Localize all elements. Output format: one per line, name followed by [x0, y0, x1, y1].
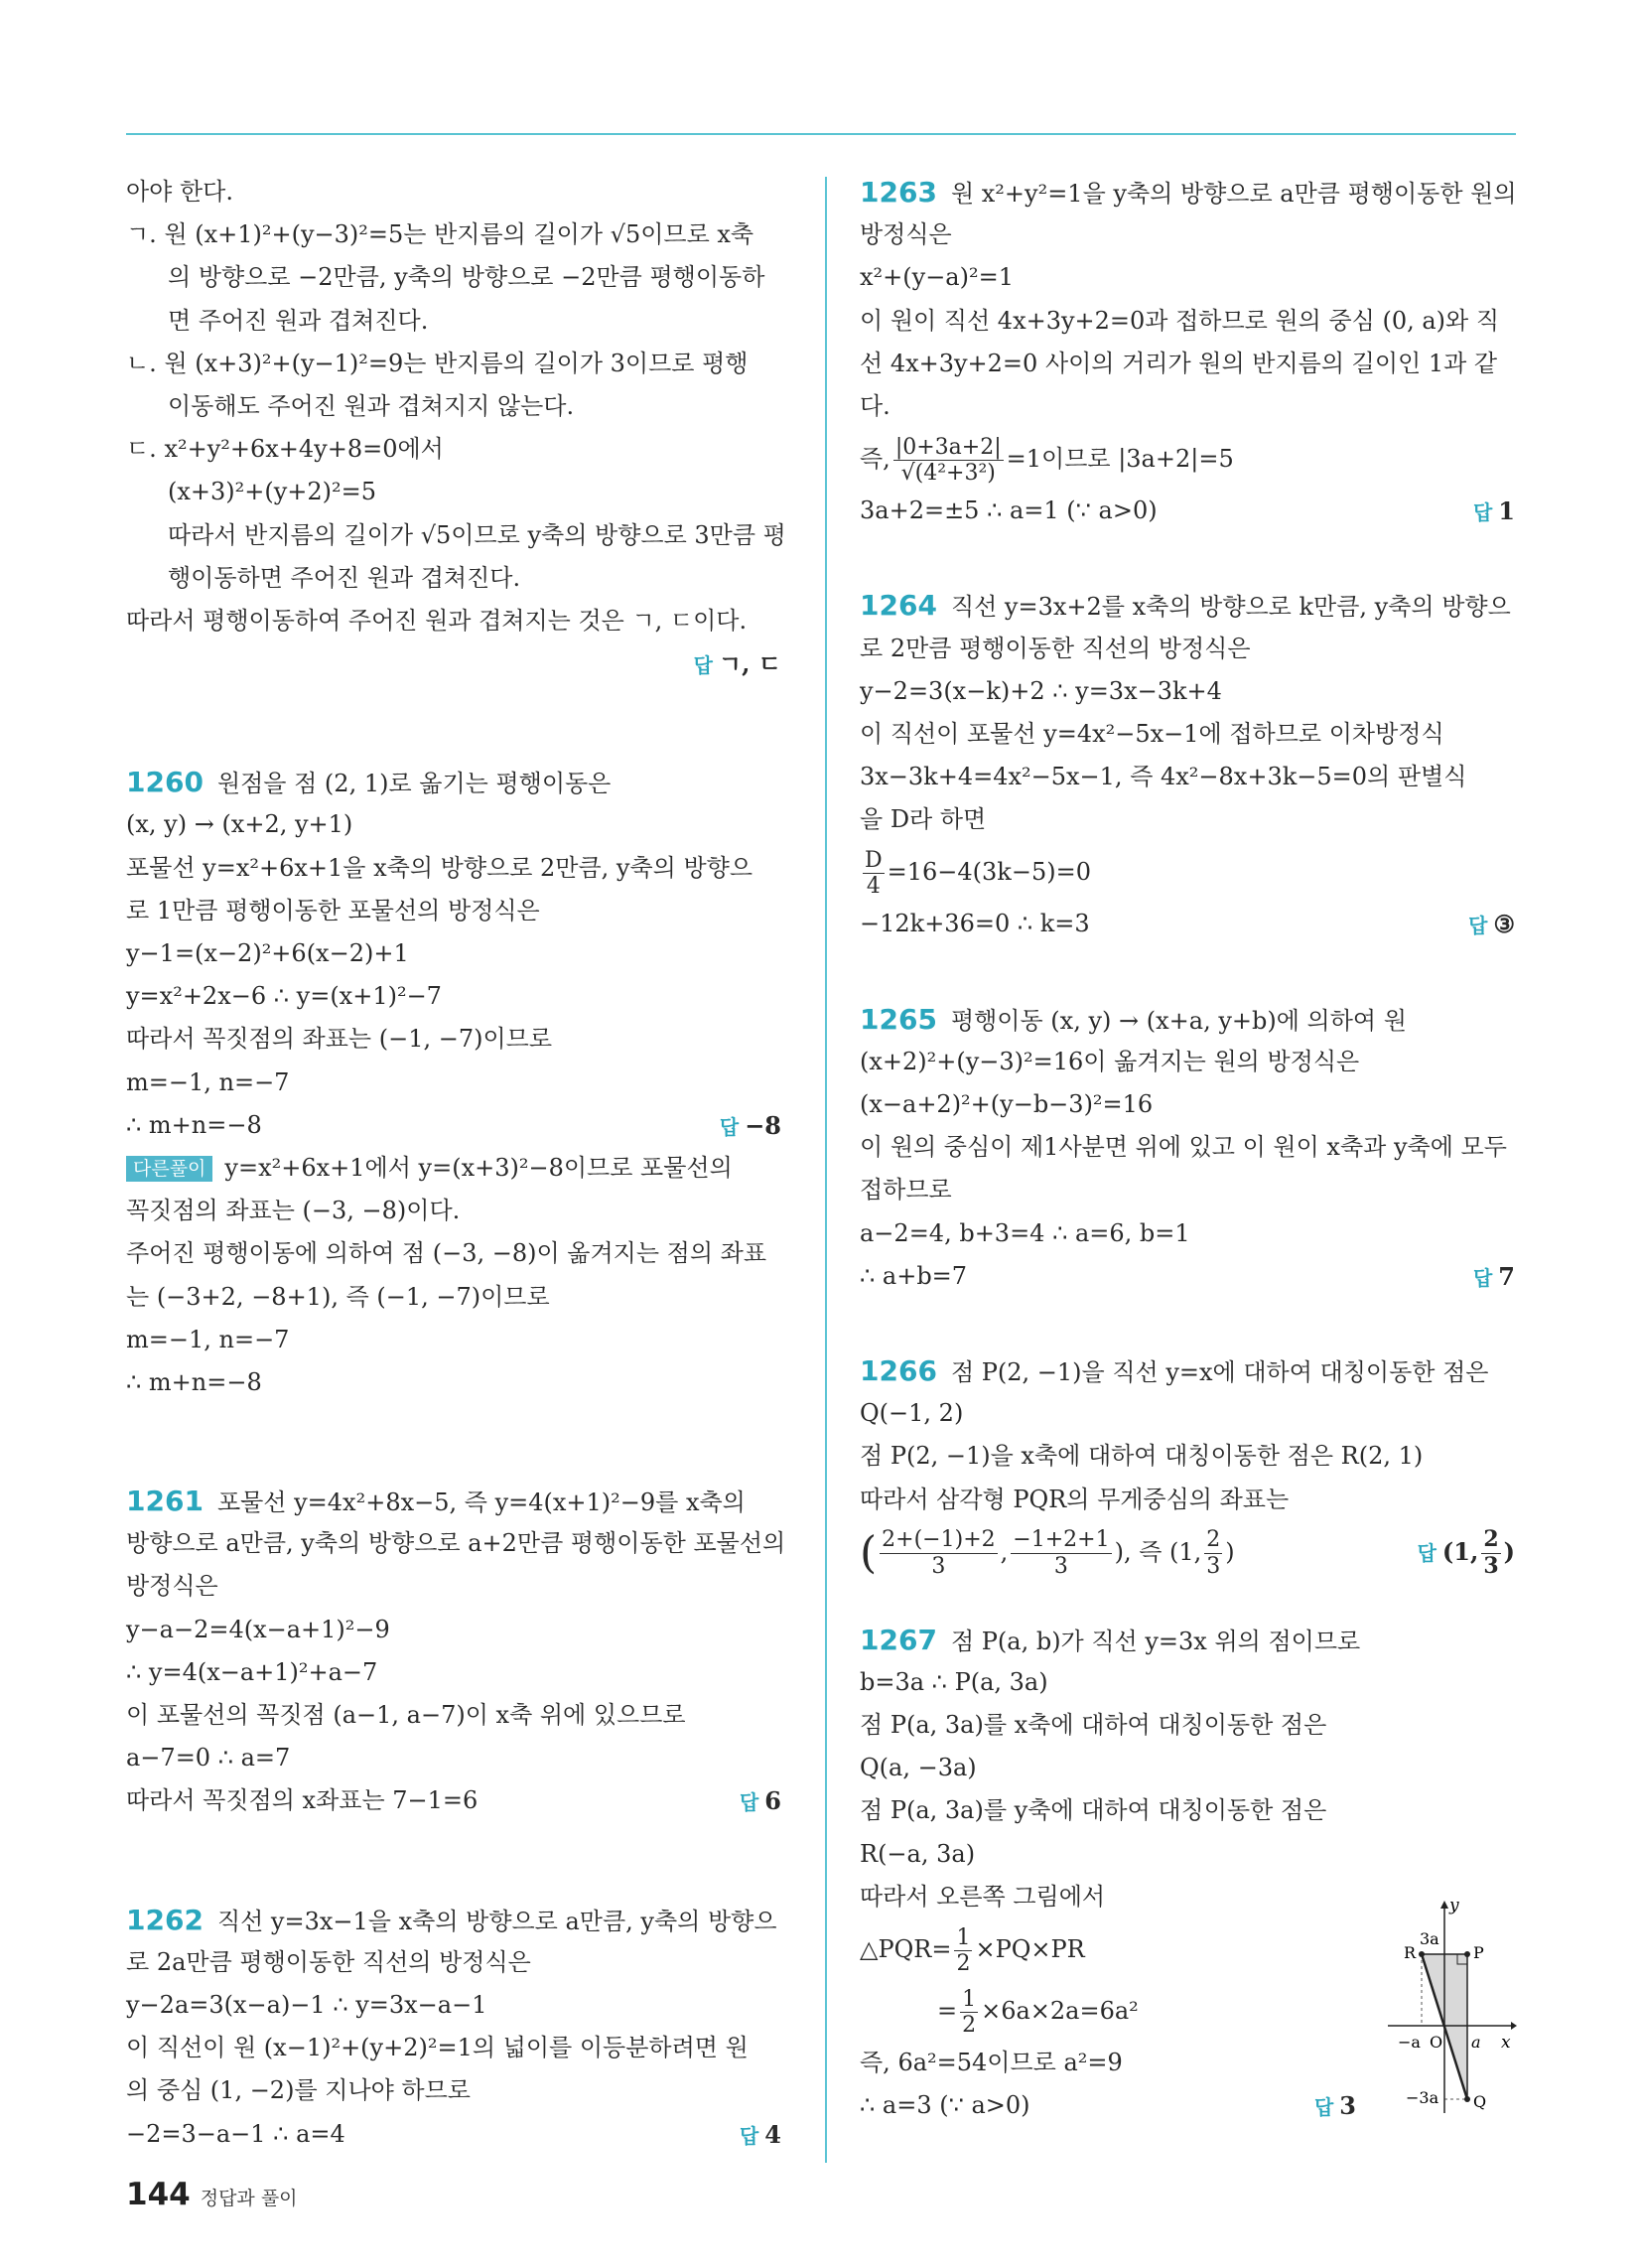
p1263-line5: 선 4x+3y+2=0 사이의 거리가 원의 반지름의 길이인 1과 같	[860, 349, 1498, 377]
conclusion-line: 따라서 평행이동하여 주어진 원과 겹쳐지는 것은 ㄱ, ㄷ이다.	[126, 606, 748, 635]
p1265-line3: (x−a+2)²+(y−b−3)²=16	[860, 1090, 1154, 1118]
p1264-result: −12k+36=0 ∴ k=3	[860, 910, 1090, 938]
problem-text: 원점을 점 (2, 1)로 옮기는 평행이동은	[216, 770, 612, 798]
fraction-denominator: 3	[1483, 1552, 1499, 1579]
problem-text: 직선 y=3x−1을 x축의 방향으로 a만큼, y축의 방향으	[216, 1907, 777, 1935]
fraction-numerator: 2+(−1)+2	[882, 1527, 996, 1553]
answer-1259	[694, 642, 781, 687]
answer-1263	[1473, 490, 1515, 534]
x-axis-arrow	[1511, 2022, 1517, 2030]
p1267-line10: 즉, 6a²=54이므로 a²=9	[860, 2049, 1123, 2076]
point-q	[1464, 2096, 1470, 2102]
p1262-line3: y−2a=3(x−a)−1 ∴ y=3x−a−1	[126, 1990, 487, 2019]
answer-value: ㄱ, ㄷ	[718, 649, 781, 679]
problem-1263-head	[860, 171, 1515, 213]
p1261-line8	[126, 1779, 781, 1822]
p1267-line11	[860, 2084, 1356, 2127]
p1264-line5: 3x−3k+4=4x²−5x−1, 즉 4x²−8x+3k−5=0의 판별식	[860, 763, 1467, 791]
distance-fraction	[893, 435, 1004, 487]
p1264-line3: y−2=3(x−k)+2 ∴ y=3x−3k+4	[860, 676, 1222, 705]
answer-1261	[740, 1779, 781, 1824]
p1267-line5: 점 P(a, 3a)를 y축에 대하여 대칭이동한 점은	[860, 1796, 1327, 1825]
p1260-line4: 로 1만큼 평행이동한 포물선의 방정식은	[126, 896, 540, 924]
p1266-line4: 따라서 삼각형 PQR의 무게중심의 좌표는	[860, 1485, 1290, 1513]
label-minus-a: −a	[1398, 2033, 1421, 2052]
problem-text: 점 P(a, b)가 직선 y=3x 위의 점이므로	[950, 1627, 1361, 1655]
left-column	[126, 171, 786, 2158]
answer-value: 7	[1498, 1261, 1515, 1291]
problem-number: 1263	[860, 176, 937, 209]
y-axis-label: y	[1449, 1896, 1459, 1915]
label-a: a	[1471, 2033, 1481, 2052]
problem-1261-head	[126, 1480, 781, 1522]
header-rule	[126, 133, 1516, 135]
p1262-line2: 로 2a만큼 평행이동한 직선의 방정식은	[126, 1947, 531, 1976]
item-a-line3: 면 주어진 원과 겹쳐진다.	[168, 306, 429, 335]
centroid-x-fraction	[880, 1527, 997, 1579]
p1261-line5: ∴ y=4(x−a+1)²+a−7	[126, 1657, 378, 1686]
triangle-figure	[1378, 1895, 1517, 2113]
label-3a: 3a	[1420, 1929, 1439, 1948]
p1266-line3: 점 P(2, −1)을 x축에 대하여 대칭이동한 점은 R(2, 1)	[860, 1442, 1424, 1471]
p1265-line6: a−2=4, b+3=4 ∴ a=6, b=1	[860, 1218, 1190, 1247]
area2-suffix: ×6a×2a=6a²	[981, 1997, 1139, 2025]
area-suffix: ×PQ×PR	[975, 1935, 1085, 1963]
item-c-line2: (x+3)²+(y+2)²=5	[168, 478, 377, 506]
p1260-alt3: 주어진 평행이동에 의하여 점 (−3, −8)이 옮겨지는 점의 좌표	[126, 1239, 767, 1268]
p1261-line6: 이 포물선의 꼭짓점 (a−1, a−7)이 x축 위에 있으므로	[126, 1701, 686, 1729]
answer-label: 답	[1417, 1540, 1437, 1565]
right-column	[860, 171, 1515, 2129]
footer-title: 정답과 풀이	[200, 2188, 298, 2209]
fraction-denominator: 3	[1053, 1553, 1068, 1579]
item-a-line1: ㄱ. 원 (x+1)²+(y−3)²=5는 반지름의 길이가 √5이므로 x축	[126, 220, 754, 249]
p1265-line7	[860, 1255, 1515, 1298]
p1260-line2: (x, y) → (x+2, y+1)	[126, 810, 353, 839]
answer-1259-row	[126, 642, 781, 685]
answer-1264	[1468, 903, 1515, 947]
intro-line: 아야 한다.	[126, 178, 233, 206]
p1267-line7: 따라서 오른쪽 그림에서	[860, 1882, 1106, 1911]
label-p: P	[1473, 1943, 1484, 1962]
problem-1262-head	[126, 1899, 781, 1941]
label-q: Q	[1473, 2092, 1487, 2111]
p1267-line3: 점 P(a, 3a)를 x축에 대하여 대칭이동한 점은	[860, 1711, 1327, 1740]
p1263-prefix: 즉,	[860, 445, 890, 474]
problem-1264-head	[860, 584, 1515, 627]
item-a-line2: 의 방향으로 −2만큼, y축의 방향으로 −2만큼 평행이동하	[168, 263, 765, 292]
p1265-result: ∴ a+b=7	[860, 1261, 968, 1290]
fraction-numerator: 1	[956, 1924, 971, 1950]
problem-text: 포물선 y=4x²+8x−5, 즉 y=4(x+1)²−9를 x축의	[216, 1488, 746, 1517]
problem-1267-head	[860, 1619, 1515, 1661]
x-axis-label: x	[1501, 2033, 1511, 2053]
answer-1267	[1314, 2084, 1356, 2129]
p1265-line5: 접하므로	[860, 1176, 952, 1205]
problem-text: 직선 y=3x+2를 x축의 방향으로 k만큼, y축의 방향으	[950, 593, 1511, 622]
p1265-line2: (x+2)²+(y−3)²=16이 옮겨지는 원의 방정식은	[860, 1047, 1360, 1075]
p1263-line8	[860, 490, 1515, 532]
problem-number: 1264	[860, 589, 937, 623]
column-divider	[825, 177, 827, 2163]
problem-1265-head	[860, 998, 1515, 1041]
area-prefix: △PQR=	[860, 1935, 952, 1963]
answer-fraction	[1481, 1527, 1500, 1579]
answer-value: −8	[745, 1110, 781, 1140]
alt-solution-badge: 다른풀이	[126, 1156, 212, 1182]
p1260-result: ∴ m+n=−8	[126, 1110, 262, 1139]
p1264-suffix: =16−4(3k−5)=0	[887, 858, 1091, 887]
fraction-numerator: D	[865, 848, 883, 874]
p1265-line4: 이 원의 중심이 제1사분면 위에 있고 이 원이 x축과 y축에 모두	[860, 1133, 1507, 1162]
label-origin: O	[1430, 2033, 1443, 2052]
half-fraction	[954, 1925, 972, 1977]
answer-label: 답	[739, 2123, 759, 2148]
p1263-line4: 이 원이 직선 4x+3y+2=0과 접하므로 원의 중심 (0, a)와 직	[860, 306, 1500, 335]
item-c-line3: 따라서 반지름의 길이가 √5이므로 y축의 방향으로 3만큼 평	[168, 520, 786, 549]
p1266-centroid-line: ( $\frac{2+(-1)+2}{3}$ , $\frac{-1+2+1}{3}$ ), 즉 (1, $\frac{2}{3}$ ) 답 (1, $\frac{2}{3}$ )	[860, 1521, 1515, 1583]
answer-value: ③	[1493, 910, 1515, 939]
p1264-line4: 이 직선이 포물선 y=4x²−5x−1에 접하므로 이차방정식	[860, 719, 1444, 748]
problem-number: 1262	[126, 1903, 204, 1936]
point-p	[1464, 1951, 1470, 1957]
fraction-numerator: |0+3a+2|	[894, 434, 1002, 460]
answer-value: 1	[1498, 496, 1515, 526]
p1260-alt6: ∴ m+n=−8	[126, 1367, 262, 1396]
p1260-alt4: 는 (−3+2, −8+1), 즉 (−1, −7)이므로	[126, 1282, 550, 1311]
problem-number: 1267	[860, 1623, 937, 1656]
centroid-y-fraction	[1011, 1527, 1111, 1579]
fraction-denominator: 4	[866, 874, 881, 900]
p1262-result: −2=3−a−1 ∴ a=4	[126, 2119, 345, 2148]
answer-label: 답	[739, 1790, 759, 1815]
p1261-line3: 방정식은	[126, 1572, 218, 1601]
p1264-line2: 로 2만큼 평행이동한 직선의 방정식은	[860, 634, 1251, 662]
p1261-line2: 방향으로 a만큼, y축의 방향으로 a+2만큼 평행이동한 포물선의	[126, 1529, 786, 1558]
p1263-line6: 다.	[860, 391, 890, 420]
p1260-line6: y=x²+2x−6 ∴ y=(x+1)²−7	[126, 982, 442, 1011]
p1260-alt5: m=−1, n=−7	[126, 1325, 290, 1353]
problem-text: 점 P(2, −1)을 직선 y=x에 대하여 대칭이동한 점은	[950, 1357, 1489, 1386]
p1263-line7	[860, 428, 1515, 490]
fraction-numerator: 2	[1483, 1526, 1499, 1553]
problem-number: 1266	[860, 1353, 937, 1387]
alt-text: y=x²+6x+1에서 y=(x+3)²−8이므로 포물선의	[224, 1153, 733, 1182]
problem-text: 원 x²+y²=1을 y축의 방향으로 a만큼 평행이동한 원의	[950, 180, 1517, 208]
fraction-denominator: 2	[956, 1951, 971, 1976]
p1260-line3: 포물선 y=x²+6x+1을 x축의 방향으로 2만큼, y축의 방향으	[126, 853, 753, 882]
problem-1266-head	[860, 1349, 1515, 1392]
point-r	[1419, 1951, 1425, 1957]
p1267-result: ∴ a=3 (∵ a>0)	[860, 2091, 1030, 2120]
fraction-numerator: 1	[962, 1986, 977, 2012]
fraction-denominator: √(4²+3²)	[900, 461, 996, 487]
p1263-line3: x²+(y−a)²=1	[860, 263, 1014, 292]
answer-1265	[1473, 1255, 1515, 1300]
p1262-line4: 이 직선이 원 (x−1)²+(y+2)²=1의 넓이를 이등분하려면 원	[126, 2034, 749, 2062]
fraction-denominator: 3	[931, 1553, 946, 1579]
p1260-alt1	[126, 1147, 781, 1190]
answer-1262	[740, 2113, 781, 2158]
answer-label: 답	[1468, 914, 1488, 938]
p1260-alt2: 꼭짓점의 좌표는 (−3, −8)이다.	[126, 1197, 461, 1225]
centroid-result-fraction	[1204, 1527, 1222, 1579]
problem-text: 평행이동 (x, y) → (x+a, y+b)에 의하여 원	[950, 1006, 1407, 1035]
fraction-numerator: 2	[1206, 1527, 1221, 1553]
p1267-line2: b=3a ∴ P(a, 3a)	[860, 1667, 1048, 1696]
p1263-line2: 방정식은	[860, 220, 952, 249]
p1264-line7	[860, 841, 1515, 903]
label-minus-3a: −3a	[1406, 2088, 1439, 2107]
answer-value: 3	[1339, 2091, 1356, 2121]
p1261-line4: y−a−2=4(x−a+1)²−9	[126, 1615, 390, 1643]
answer-1260	[720, 1104, 781, 1149]
p1264-line8	[860, 903, 1515, 945]
half-fraction	[960, 1987, 978, 2039]
problem-number: 1260	[126, 766, 204, 799]
answer-value: 6	[764, 1786, 781, 1816]
item-b-line1: ㄴ. 원 (x+3)²+(y−1)²=9는 반지름의 길이가 3이므로 평행	[126, 349, 749, 377]
page-number: 144	[126, 2177, 191, 2212]
answer-label: 답	[719, 1114, 740, 1139]
p1260-line8: m=−1, n=−7	[126, 1067, 290, 1096]
fraction-numerator: −1+2+1	[1013, 1527, 1110, 1553]
p1266-line2: Q(−1, 2)	[860, 1399, 964, 1428]
p1266-mid: ), 즉 (1,	[1114, 1537, 1202, 1566]
fraction-denominator: 2	[962, 2013, 977, 2038]
p1261-line7: a−7=0 ∴ a=7	[126, 1744, 291, 1772]
p1263-result: 3a+2=±5 ∴ a=1 (∵ a>0)	[860, 496, 1158, 525]
discriminant-fraction	[863, 848, 885, 900]
y-axis-arrow	[1440, 1901, 1448, 1909]
answer-label: 답	[693, 653, 713, 678]
item-c-line1: ㄷ. x²+y²+6x+4y+8=0에서	[126, 435, 444, 464]
p1267-line4: Q(a, −3a)	[860, 1754, 977, 1782]
p1263-suffix: =1이므로 |3a+2|=5	[1006, 445, 1234, 474]
p1267-line6: R(−a, 3a)	[860, 1839, 976, 1868]
item-c-line4: 행이동하면 주어진 원과 겹쳐진다.	[168, 563, 521, 592]
answer-label: 답	[1313, 2095, 1334, 2120]
problem-number: 1265	[860, 1002, 937, 1036]
p1264-line6: 을 D라 하면	[860, 805, 987, 834]
label-r: R	[1404, 1943, 1417, 1962]
problem-1260-head	[126, 761, 781, 803]
answer-value: 4	[764, 2119, 781, 2149]
page-footer	[126, 2177, 298, 2212]
answer-label: 답	[1472, 500, 1493, 525]
p1262-line5: 의 중심 (1, −2)를 지나야 하므로	[126, 2076, 471, 2105]
problem-number: 1261	[126, 1485, 204, 1518]
p1260-line9	[126, 1104, 781, 1147]
answer-1266: 답 (1, $\frac{2}{3}$ )	[1417, 1526, 1515, 1579]
answer-open: (1,	[1441, 1536, 1479, 1566]
fraction-denominator: 3	[1206, 1553, 1221, 1579]
area2-prefix: =	[937, 1997, 958, 2025]
p1260-line7: 따라서 꼭짓점의 좌표는 (−1, −7)이므로	[126, 1025, 553, 1054]
answer-label: 답	[1472, 1265, 1493, 1290]
p1262-line6	[126, 2113, 781, 2156]
p1260-line5: y−1=(x−2)²+6(x−2)+1	[126, 939, 409, 967]
p1261-result: 따라서 꼭짓점의 x좌표는 7−1=6	[126, 1786, 479, 1815]
item-b-line2: 이동해도 주어진 원과 겹쳐지지 않는다.	[168, 391, 575, 420]
